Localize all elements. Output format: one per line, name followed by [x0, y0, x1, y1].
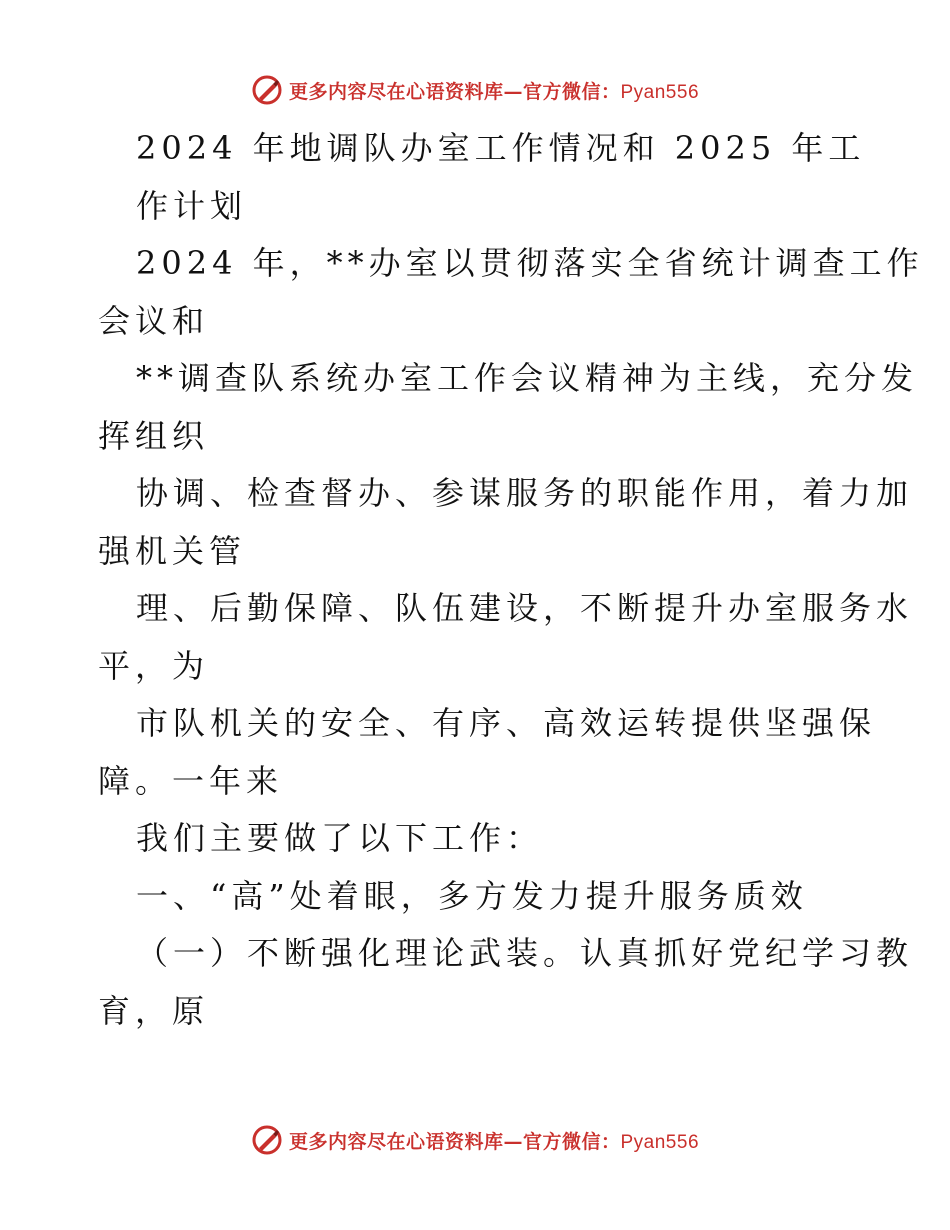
text-line: 作计划	[136, 186, 248, 225]
text-line: 育，原	[98, 991, 210, 1030]
watermark-text: 更多内容尽在心语资料库—官方微信：Pyan556	[288, 80, 700, 103]
text-line: 协调、检查督办、参谋服务的职能作用，着力加	[136, 474, 914, 512]
watermark-text: 更多内容尽在心语资料库—官方微信：Pyan556	[288, 1130, 700, 1153]
pen-logo-icon	[251, 1124, 283, 1156]
watermark-footer	[0, 1120, 950, 1160]
text-line: 强机关管	[98, 531, 247, 570]
text-line: 市队机关的安全、有序、高效运转提供坚强保	[136, 704, 877, 742]
text-line: 2024 年地调队办室工作情况和 2025 年工	[136, 129, 866, 167]
text-line: 挥组织	[98, 416, 210, 455]
text-line: 我们主要做了以下工作：	[136, 819, 544, 857]
text-line: 会议和	[98, 301, 210, 340]
text-line: 障。一年来	[98, 761, 284, 800]
text-line: 2024 年，**办室以贯彻落实全省统计调查工作	[136, 244, 924, 282]
pen-logo-icon	[251, 74, 283, 106]
text-line: 一、“高”处着眼，多方发力提升服务质效	[136, 876, 808, 915]
text-line: 平，为	[98, 646, 210, 685]
watermark-header	[0, 70, 950, 110]
text-line: **调查队系统办室工作会议精神为主线，充分发	[136, 359, 919, 397]
text-line: （一）不断强化理论武装。认真抓好党纪学习教	[136, 934, 914, 972]
text-line: 理、后勤保障、队伍建设，不断提升办室服务水	[136, 589, 914, 627]
